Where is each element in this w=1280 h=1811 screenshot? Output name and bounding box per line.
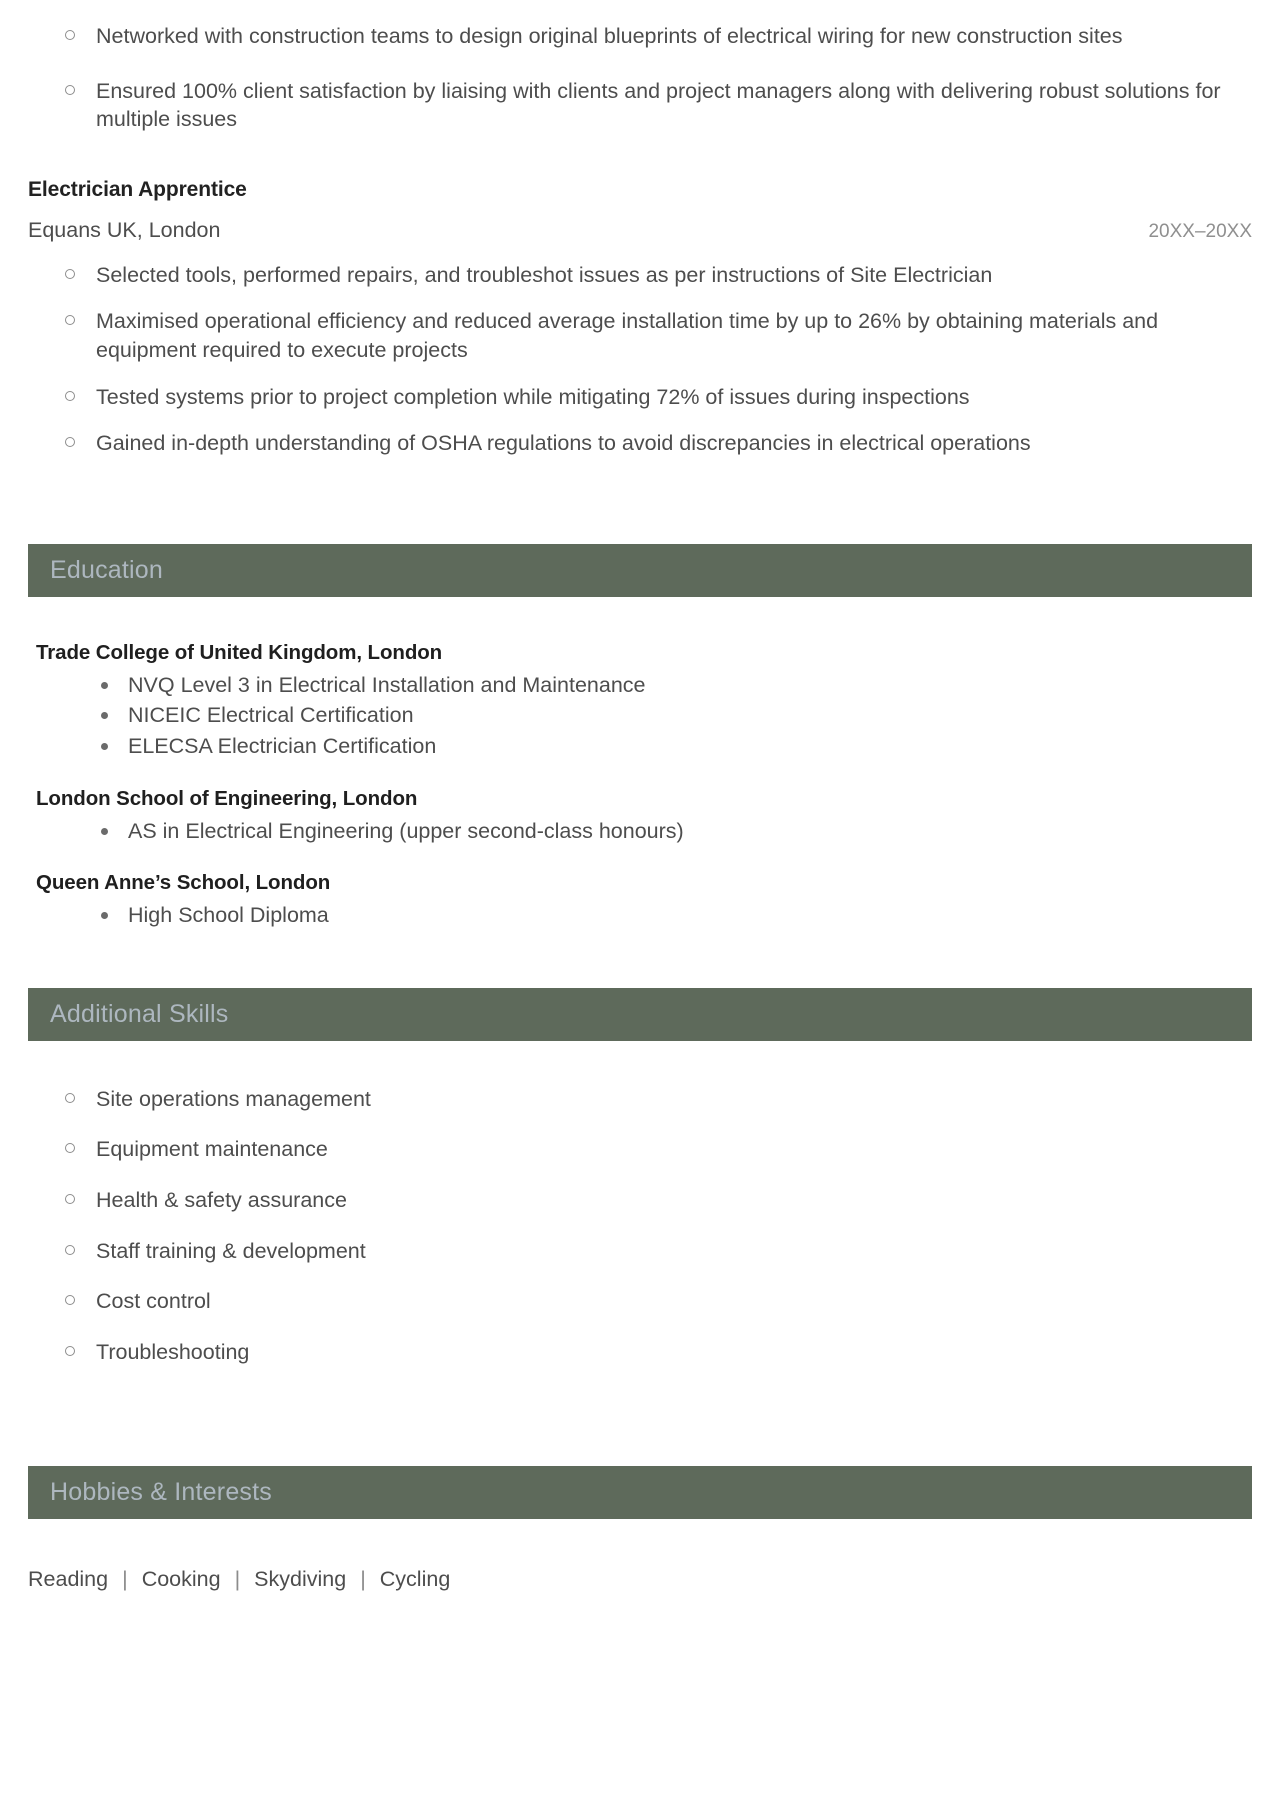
skill-text: Cost control <box>96 1289 211 1314</box>
education-school-name: Queen Anne’s School, London <box>36 871 331 895</box>
spacer <box>0 1388 1280 1466</box>
list-item <box>28 261 1238 290</box>
hobby-separator: | <box>234 1567 241 1592</box>
list-item <box>28 1186 1238 1215</box>
education-school-name: Trade College of United Kingdom, London <box>36 640 443 664</box>
job-company: Equans UK, London <box>28 217 221 242</box>
hobby-item: Cycling <box>379 1567 451 1592</box>
list-item <box>28 429 1238 458</box>
additional-skills-section <box>0 1085 1280 1367</box>
education-item-text: NICEIC Electrical Certification <box>128 703 414 728</box>
list-item <box>28 732 1252 761</box>
education-entry <box>28 787 1252 846</box>
bullet-text: Maximised operational efficiency and reduced average installation time by up to 26% by obtaining materials and equipment required to execute projects <box>96 309 1159 362</box>
bullet-text: Ensured 100% client satisfaction by liaising with clients and project managers along with delivering robust solutions for multiple issues <box>96 78 1221 132</box>
hobby-separator: | <box>360 1567 366 1592</box>
disc-bullet-icon <box>101 682 108 689</box>
experience-leading-bullet-list <box>28 0 1252 134</box>
job-dates: 20XX–20XX <box>1148 220 1252 242</box>
skill-text: Equipment maintenance <box>96 1137 328 1162</box>
spacer <box>0 597 1280 641</box>
list-item <box>28 701 1252 730</box>
list-item <box>28 383 1238 412</box>
hollow-circle-bullet-icon <box>65 391 75 401</box>
list-item <box>28 1085 1238 1114</box>
skill-text: Troubleshooting <box>96 1339 250 1364</box>
hollow-circle-bullet-icon <box>65 1346 75 1356</box>
section-header-additional-skills <box>28 988 1252 1041</box>
skill-text: Site operations management <box>96 1086 371 1111</box>
hobby-separator: | <box>122 1567 128 1592</box>
education-item-list <box>28 901 1252 930</box>
spacer <box>0 1519 1280 1567</box>
list-item <box>28 1135 1238 1164</box>
skill-text: Staff training & development <box>96 1238 366 1263</box>
education-section <box>0 641 1280 930</box>
education-item-text: NVQ Level 3 in Electrical Installation and Maintenance <box>128 672 646 697</box>
hobby-item: Skydiving <box>254 1567 347 1592</box>
section-header-education <box>28 544 1252 597</box>
bullet-text: Tested systems prior to project completion while mitigating 72% of issues during inspections <box>96 384 970 409</box>
spacer <box>0 932 1280 988</box>
hollow-circle-bullet-icon <box>65 1194 75 1204</box>
section-title: Additional Skills <box>50 999 229 1028</box>
spacer <box>0 1041 1280 1085</box>
list-item <box>28 671 1252 700</box>
hobby-item: Reading <box>28 1567 109 1592</box>
job-bullet-list <box>28 261 1252 458</box>
education-entry <box>28 871 1252 930</box>
hollow-circle-bullet-icon <box>65 1143 75 1153</box>
bullet-text: Networked with construction teams to design original blueprints of electrical wiring for new construction sites <box>96 24 1123 48</box>
bullet-text: Selected tools, performed repairs, and troubleshot issues as per instructions of Site Electrician <box>96 262 993 287</box>
hobbies-list <box>28 1567 1252 1592</box>
hollow-circle-bullet-icon <box>65 1093 75 1103</box>
list-item <box>28 22 1238 51</box>
skill-text: Health & safety assurance <box>96 1187 347 1212</box>
hollow-circle-bullet-icon <box>65 315 75 325</box>
experience-section <box>0 0 1280 458</box>
spacer <box>0 476 1280 544</box>
job-title: Electrician Apprentice <box>28 177 247 201</box>
hollow-circle-bullet-icon <box>65 30 75 40</box>
list-item <box>28 77 1238 134</box>
list-item <box>28 1338 1238 1367</box>
section-title: Hobbies & Interests <box>50 1478 272 1507</box>
section-header-hobbies-interests <box>28 1466 1252 1519</box>
list-item <box>28 1287 1238 1316</box>
education-item-text: High School Diploma <box>128 903 329 928</box>
bullet-text: Gained in-depth understanding of OSHA regulations to avoid discrepancies in electrical operations <box>96 431 1031 456</box>
disc-bullet-icon <box>101 712 108 719</box>
list-item <box>28 1237 1238 1266</box>
hollow-circle-bullet-icon <box>65 437 75 447</box>
list-item <box>28 307 1238 364</box>
education-school-name: London School of Engineering, London <box>36 786 418 810</box>
job-meta-row <box>28 218 1252 243</box>
hobby-item: Cooking <box>141 1567 221 1592</box>
education-entry <box>28 641 1252 761</box>
hollow-circle-bullet-icon <box>65 1295 75 1305</box>
disc-bullet-icon <box>101 912 108 919</box>
hollow-circle-bullet-icon <box>65 269 75 279</box>
education-item-text: AS in Electrical Engineering (upper second-class honours) <box>128 818 684 843</box>
education-item-text: ELECSA Electrician Certification <box>128 733 437 758</box>
education-item-list <box>28 817 1252 846</box>
hollow-circle-bullet-icon <box>65 85 75 95</box>
disc-bullet-icon <box>101 743 108 750</box>
list-item <box>28 901 1252 930</box>
hobbies-section <box>0 1567 1280 1592</box>
disc-bullet-icon <box>101 828 108 835</box>
list-item <box>28 817 1252 846</box>
hollow-circle-bullet-icon <box>65 1245 75 1255</box>
skills-list <box>28 1085 1252 1367</box>
section-title: Education <box>50 555 163 584</box>
education-item-list <box>28 671 1252 761</box>
